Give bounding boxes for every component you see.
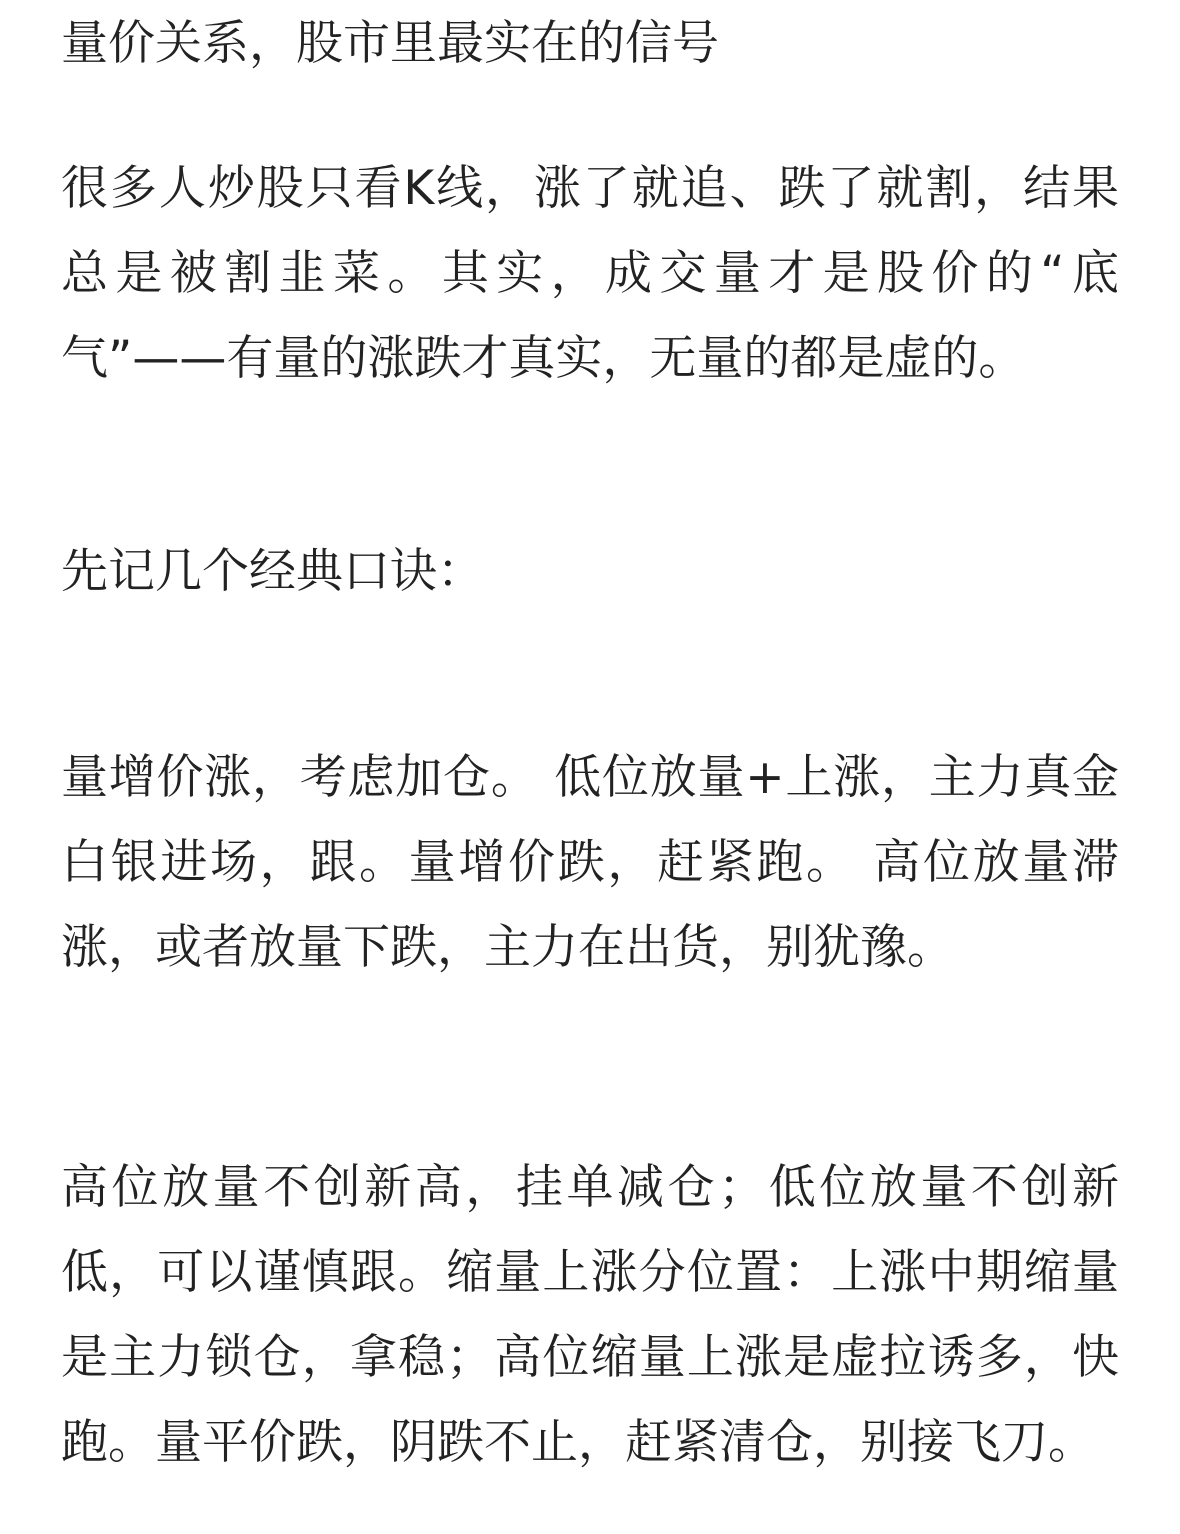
article-paragraph-mnemonic-intro: 先记几个经典口诀： — [61, 544, 484, 599]
article-paragraph-intro: 很多人炒股只看K线，涨了就追、跌了就割，结果总是被割韭菜。其实，成交量才是股价的“底气”——有量的涨跌才真实，无量的都是虚的。 — [61, 161, 1119, 386]
article-paragraph-volume-rules: 量增价涨，考虑加仓。 低位放量+上涨，主力真金白银进场，跟。量增价跌，赶紧跑。 高位放量滞涨，或者放量下跌，主力在出货，别犹豫。 — [61, 750, 1119, 975]
article-paragraph-position-rules: 高位放量不创新高，挂单减仓；低位放量不创新低，可以谨慎跟。缩量上涨分位置：上涨中期缩量是主力锁仓，拿稳；高位缩量上涨是虚拉诱多，快跑。量平价跌，阴跌不止，赶紧清仓，别接飞刀。 — [61, 1160, 1119, 1470]
article-title: 量价关系，股市里最实在的信号 — [61, 16, 719, 71]
